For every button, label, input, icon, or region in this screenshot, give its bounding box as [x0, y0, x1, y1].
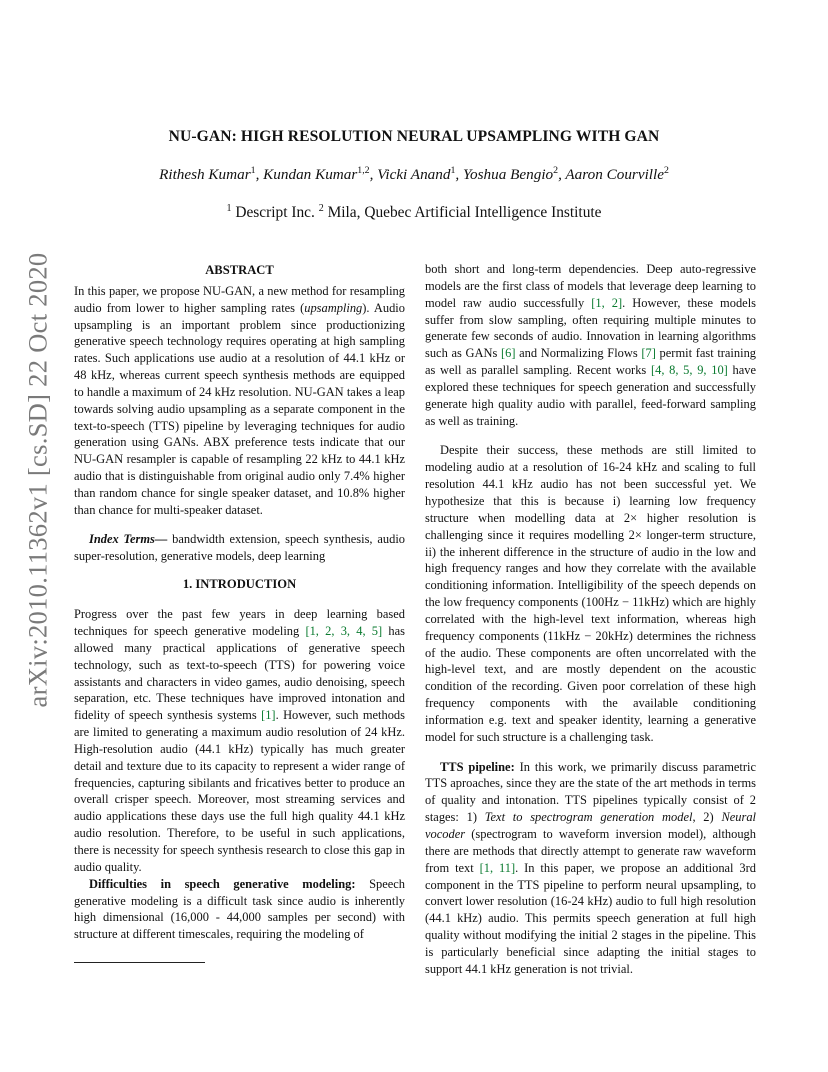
left-column: [74, 262, 405, 943]
affiliation: Descript Inc.: [235, 204, 315, 221]
arxiv-stamp: arXiv:2010.11362v1 [cs.SD] 22 Oct 2020: [22, 252, 53, 708]
affil-mark: 1: [450, 164, 456, 176]
affiliation: Mila, Quebec Artificial Intelligence Institute: [327, 204, 602, 221]
author-list: Rithesh Kumar$^1$, Kundan Kumar$^{1,2}$, Vicki Anand$^1$, Yoshua Bengio$^2$, Aaron Courville$^2$: [159, 164, 669, 183]
citation-link[interactable]: [1, 2]: [591, 295, 623, 310]
abstract-heading: ABSTRACT: [205, 263, 274, 277]
citation-link[interactable]: [1]: [261, 708, 276, 723]
affil-mark: 1: [250, 164, 256, 176]
author: Vicki Anand: [377, 166, 451, 183]
affil-mark: 2: [318, 202, 324, 214]
paragraph: Despite their success, these methods are still limited to modeling audio at a resolution of 16-24 kHz and scaling to full resolution 44.1 kHz audio has not been successful yet. We hypothesize that this is because i) learning low frequency structure when modelling data at 2× higher resolution is challenging since it requires modelling 2× longer-term structure, ii) the inherent difference in the structure of audio in the low and high frequency ranges and how they correlate with the available conditioning information. Intelligibility of the speech depends on the low frequency components (100Hz − 11kHz) which are highly correlated with the high-level text information, whereas high frequency components (11kHz − 20kHz) determines the richness of the audio. These components are often uncorrelated with the high-level text, and are mostly dependent on the acoustic condition of the recording. Given poor correlation of these high frequency components with the available conditioning information e.g. text and speaker identity, learning a generative model for such structure is a challenging task.: [425, 443, 756, 744]
intro-paragraph: Progress over the past few years in deep learning based techniques for speech generative modeling [1, 2, 3, 4, 5] has allowed many practical applications of generative speech technology, such as text-to-speech (TTS) for powering voice assistants and characters in video games, audio denoising, speech separation, etc. These techniques have improved intonation and fidelity of speech synthesis systems [1]. However, such methods are limited to generating a maximum audio resolution of 24 kHz. High-resolution audio (44.1 kHz) typically has much greater detail and texture due to its capacity to represent a wider range of frequencies, capturing sibilants and fricatives better to produce an overall crisper speech. Moreover, most streaming services and audio applications these days use the full high quality 44.1 kHz audio resolution. Therefore, to be useful in such applications, there is necessity for speech synthesis research to close this gap in audio quality.: [74, 607, 405, 874]
footnote-rule: [74, 962, 205, 963]
citation-link[interactable]: [1, 2, 3, 4, 5]: [305, 624, 383, 639]
affil-mark: 1,2: [357, 164, 370, 176]
tts-pipeline-paragraph: TTS pipeline: In this work, we primarily discuss parametric TTS aproaches, since they are the state of the art methods in terms of quality and intonation. TTS pipelines typically consist of 2 stages: 1) Text to spectrogram generation model, 2) Neural vocoder (spectrogram to waveform inversion model), although there are methods that directly attempt to generate raw waveform from text [1, 11]. In this paper, we propose an additional 3rd component in the TTS pipeline to perform neural upsampling, to convert lower resolution (16-24 kHz) audio to full high resolution (44.1 kHz) audio. This permits speech generation at full high quality without modifying the initial 2 stages in the pipeline. This is particularly beneficial since adapting the initial stages to support 44.1 kHz generation is not trivial.: [425, 759, 757, 976]
right-column: [425, 261, 756, 978]
abstract-text: In this paper, we propose NU-GAN, a new method for resampling audio from lower to higher sampling rates (upsampling). Audio upsampling is an important problem since productionizing generative speech technology requires operating at high sampling rates. Such applications use audio at a resolution of 44.1 kHz or 48 kHz, whereas current speech synthesis methods are equipped to handle a maximum of 24 kHz resolution. NU-GAN takes a leap towards solving audio upsampling as a separate component in the text-to-speech (TTS) pipeline by leveraging techniques for audio generation using GANs. ABX preference tests indicate that our NU-GAN resampler is capable of resampling 22 kHz to 44.1 kHz audio that is distinguishable from original audio only 7.4% higher than random chance for single speaker dataset, and 10.8% higher than chance for multi-speaker dataset.: [74, 283, 405, 517]
difficulties-paragraph: Difficulties in speech generative modeling: Speech generative modeling is a difficult task since audio is inherently high dimensional (16,000 - 44,000 samples per second) with structure at different timescales, requiring the modeling of: [74, 876, 405, 942]
affiliations: [74, 204, 754, 222]
citation-link[interactable]: [7]: [641, 346, 656, 361]
author: Rithesh Kumar: [159, 166, 251, 183]
affil-mark: 1: [226, 202, 232, 214]
author: Yoshua Bengio: [462, 166, 554, 183]
paper-title: NU-GAN: HIGH RESOLUTION NEURAL UPSAMPLING WITH GAN: [168, 128, 660, 145]
affil-mark: 2: [553, 164, 559, 176]
author: Aaron Courville: [565, 166, 664, 183]
paragraph: both short and long-term dependencies. Deep auto-regressive models are the first class of models that leverage deep learning to model raw audio successfully [1, 2]. However, these models suffer from slow sampling, often requiring multiple minutes to generate few seconds of audio. Innovation in learning algorithms such as GANs [6] and Normalizing Flows [7] permit fast training as well as parallel sampling. Recent works [4, 8, 5, 9, 10] have explored these techniques for speech generation and successfully generate high quality audio with parallel, feed-forward sampling as well as training.: [425, 262, 757, 428]
index-terms: Index Terms— bandwidth extension, speech synthesis, audio super-resolution, generative models, deep learning: [74, 531, 405, 563]
citation-link[interactable]: [6]: [500, 346, 516, 361]
section-heading-intro: 1. INTRODUCTION: [182, 577, 297, 592]
citation-link[interactable]: [4, 8, 5, 9, 10]: [650, 363, 728, 378]
author: Kundan Kumar: [263, 166, 358, 183]
citation-link[interactable]: [1, 11]: [479, 860, 516, 875]
affil-mark: 2: [663, 164, 669, 176]
